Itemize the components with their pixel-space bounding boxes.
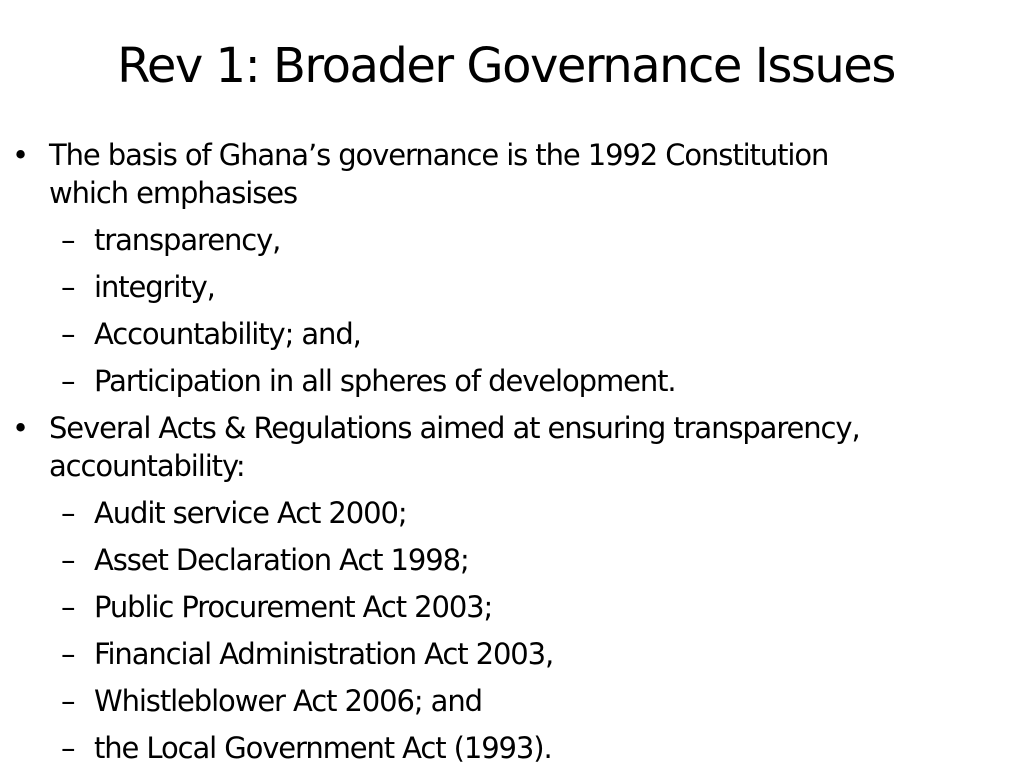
sub-item-text: integrity, [94, 270, 215, 304]
bullet-item [0, 136, 1024, 212]
sub-bullet-marker: – [61, 543, 75, 577]
sub-item [0, 541, 1024, 579]
sub-item [0, 315, 1024, 353]
bullet-marker: • [12, 411, 29, 445]
sub-bullet-marker: – [61, 223, 75, 257]
sub-bullet-marker: – [61, 637, 75, 671]
sub-item-text: Financial Administration Act 2003, [94, 637, 554, 671]
sub-item [0, 362, 1024, 400]
sub-bullet-marker: – [61, 364, 75, 398]
sub-bullet-marker: – [61, 684, 75, 718]
sub-item [0, 494, 1024, 532]
bullet-group [0, 136, 1024, 400]
bullet-text-line: which emphasises [49, 176, 297, 210]
sub-bullet-marker: – [61, 270, 75, 304]
bullet-text-line: Several Acts & Regulations aimed at ensuring transparency, [49, 411, 860, 445]
sub-item [0, 729, 1024, 767]
sub-item-text: Audit service Act 2000; [94, 496, 407, 530]
sub-item-text: Participation in all spheres of development. [94, 364, 676, 398]
sub-item [0, 221, 1024, 259]
sub-bullet-marker: – [61, 317, 75, 351]
sub-item-text: Whistleblower Act 2006; and [94, 684, 482, 718]
sub-item-text: transparency, [94, 223, 281, 257]
sub-item-text: the Local Government Act (1993). [94, 731, 552, 765]
bullet-marker: • [12, 138, 29, 172]
sub-item [0, 268, 1024, 306]
bullet-text-line: accountability: [49, 449, 245, 483]
bullet-text-line: The basis of Ghana’s governance is the 1992 Constitution [49, 138, 829, 172]
sub-bullet-marker: – [61, 731, 75, 765]
sub-item [0, 588, 1024, 626]
bullet-item [0, 409, 1024, 485]
slide-body [0, 136, 1024, 767]
sub-item-text: Asset Declaration Act 1998; [94, 543, 469, 577]
sub-item-text: Public Procurement Act 2003; [94, 590, 493, 624]
sub-item [0, 682, 1024, 720]
sub-item-text: Accountability; and, [94, 317, 361, 351]
sub-item [0, 635, 1024, 673]
bullet-group [0, 409, 1024, 767]
sub-bullet-marker: – [61, 590, 75, 624]
slide-title: Rev 1: Broader Governance Issues [117, 38, 895, 94]
sub-bullet-marker: – [61, 496, 75, 530]
